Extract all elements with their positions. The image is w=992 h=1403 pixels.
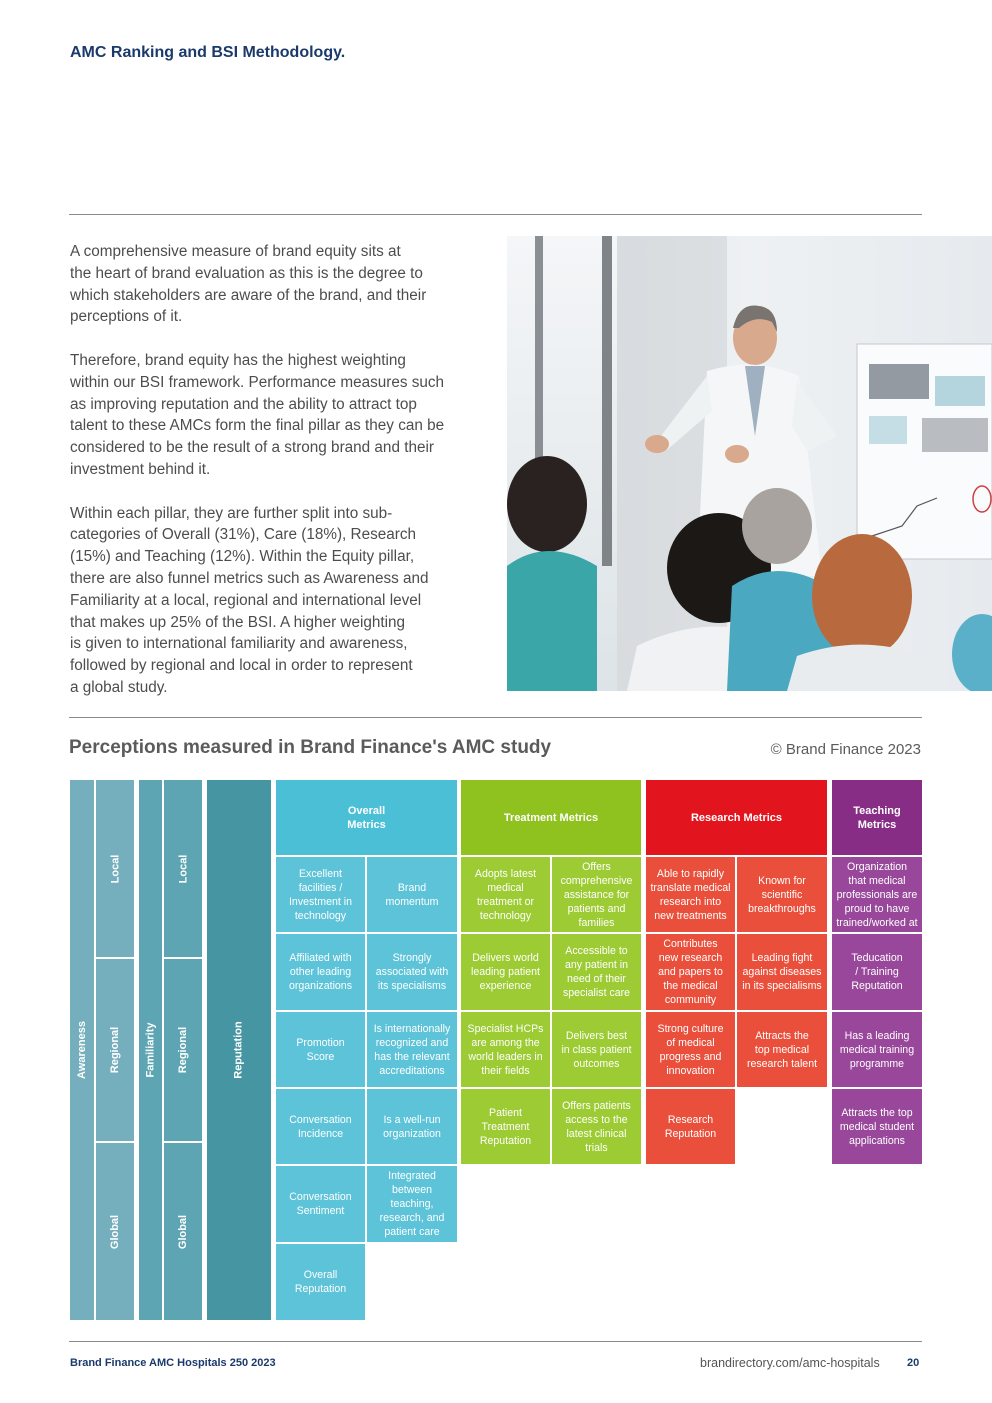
overall-metric-cell: Is internationally recognized and has the relevant accreditations	[367, 1012, 457, 1087]
middle-divider	[69, 717, 922, 718]
teaching-metric-cell: Organization that medical professionals are proud to have trained/worked at	[832, 857, 922, 932]
reputation-label: Reputation	[232, 1021, 245, 1079]
treatment-metrics-header: Treatment Metrics	[461, 780, 641, 855]
familiarity-bar	[139, 780, 162, 1320]
familiarity-global-bar	[164, 1143, 202, 1320]
overall-metric-cell: Excellent facilities / Investment in technology	[276, 857, 365, 932]
lecture-photo	[507, 236, 992, 691]
treatment-metric-cell: Delivers world leading patient experience	[461, 934, 550, 1010]
treatment-metric-cell: Offers comprehensive assistance for patients and families	[552, 857, 641, 932]
familiarity-global-label: Global	[176, 1214, 189, 1249]
teaching-metric-cell: Teducation / Training Reputation	[832, 934, 922, 1010]
treatment-metric-cell: Delivers best in class patient outcomes	[552, 1012, 641, 1087]
section-title: Perceptions measured in Brand Finance's AMC study	[69, 737, 552, 758]
intro-paragraph-3: Within each pillar, they are further split into sub- categories of Overall (31%), Care (18%), Research (15%) and Teaching (12%). Within the Equity pillar, there are also funnel metrics such as Awareness and Familiarity at a local, regional and international level that makes up 25% of the BSI. A higher weighting is given to international familiarity and awareness, followed by regional and local in order to represent a global study.	[70, 504, 429, 696]
overall-metric-cell: Conversation Sentiment	[276, 1166, 365, 1242]
research-metric-cell: Research Reputation	[646, 1089, 735, 1164]
familiarity-regional-bar	[164, 959, 202, 1141]
familiarity-local-bar	[164, 780, 202, 957]
top-divider	[69, 214, 922, 215]
overall-metric-cell: Conversation Incidence	[276, 1089, 365, 1164]
research-metric-cell: Able to rapidly translate medical research into new treatments	[646, 857, 735, 932]
research-metrics-header: Research Metrics	[646, 780, 827, 855]
treatment-metric-cell: Patient Treatment Reputation	[461, 1089, 550, 1164]
treatment-metric-cell: Adopts latest medical treatment or technology	[461, 857, 550, 932]
treatment-metric-cell: Accessible to any patient in need of their specialist care	[552, 934, 641, 1010]
awareness-regional-bar	[96, 959, 134, 1141]
familiarity-local-label: Local	[176, 854, 189, 883]
familiarity-regional-label: Regional	[177, 1026, 190, 1074]
teaching-metric-cell: Attracts the top medical student applications	[832, 1089, 922, 1164]
footer-link[interactable]: brandirectory.com/amc-hospitals	[700, 1356, 880, 1370]
research-metric-cell: Attracts the top medical research talent	[737, 1012, 827, 1087]
awareness-global-bar	[96, 1143, 134, 1320]
awareness-local-bar	[96, 780, 134, 957]
overall-metric-cell: Affiliated with other leading organizations	[276, 934, 365, 1010]
awareness-label: Awareness	[76, 1021, 89, 1079]
awareness-regional-label: Regional	[109, 1026, 122, 1074]
research-metric-cell: Strong culture of medical progress and innovation	[646, 1012, 735, 1087]
research-metric-cell: Known for scientific breakthroughs	[737, 857, 827, 932]
teaching-metric-cell: Has a leading medical training programme	[832, 1012, 922, 1087]
research-metric-cell: Leading fight against diseases in its specialisms	[737, 934, 827, 1010]
familiarity-label: Familiarity	[144, 1022, 157, 1078]
treatment-metric-cell: Specialist HCPs are among the world leaders in their fields	[461, 1012, 550, 1087]
footer-publication: Brand Finance AMC Hospitals 250 2023	[70, 1357, 276, 1369]
intro-text	[70, 241, 490, 721]
page-heading: AMC Ranking and BSI Methodology.	[70, 44, 346, 61]
awareness-global-label: Global	[108, 1214, 121, 1249]
page-number: 20	[907, 1357, 920, 1369]
overall-metric-cell: Strongly associated with its specialisms	[367, 934, 457, 1010]
awareness-bar	[70, 780, 94, 1320]
overall-metric-cell: Overall Reputation	[276, 1244, 365, 1320]
overall-metric-cell: Integrated between teaching, research, and patient care	[367, 1166, 457, 1242]
awareness-local-label: Local	[108, 854, 121, 883]
copyright: © Brand Finance 2023	[770, 741, 921, 758]
intro-paragraph-1: A comprehensive measure of brand equity sits at the heart of brand evaluation as this is the degree to which stakeholders are aware of the brand, and their perceptions of it.	[70, 243, 427, 326]
teaching-metrics-header: Teaching Metrics	[832, 780, 922, 855]
intro-paragraph-2: Therefore, brand equity has the highest weighting within our BSI framework. Performance measures such as improving reputation and the ability to attract top talent to these AMCs form the final pillar as they can be considered to be the result of a strong brand and their investment behind it.	[70, 351, 445, 478]
treatment-metric-cell: Offers patients access to the latest clinical trials	[552, 1089, 641, 1164]
reputation-bar	[207, 780, 271, 1320]
overall-metric-cell: Promotion Score	[276, 1012, 365, 1087]
overall-metric-cell: Brand momentum	[367, 857, 457, 932]
overall-metric-cell: Is a well-run organization	[367, 1089, 457, 1164]
footer-divider	[69, 1341, 922, 1342]
overall-metrics-header: Overall Metrics	[276, 780, 457, 855]
research-metric-cell: Contributes new research and papers to the medical community	[646, 934, 735, 1010]
